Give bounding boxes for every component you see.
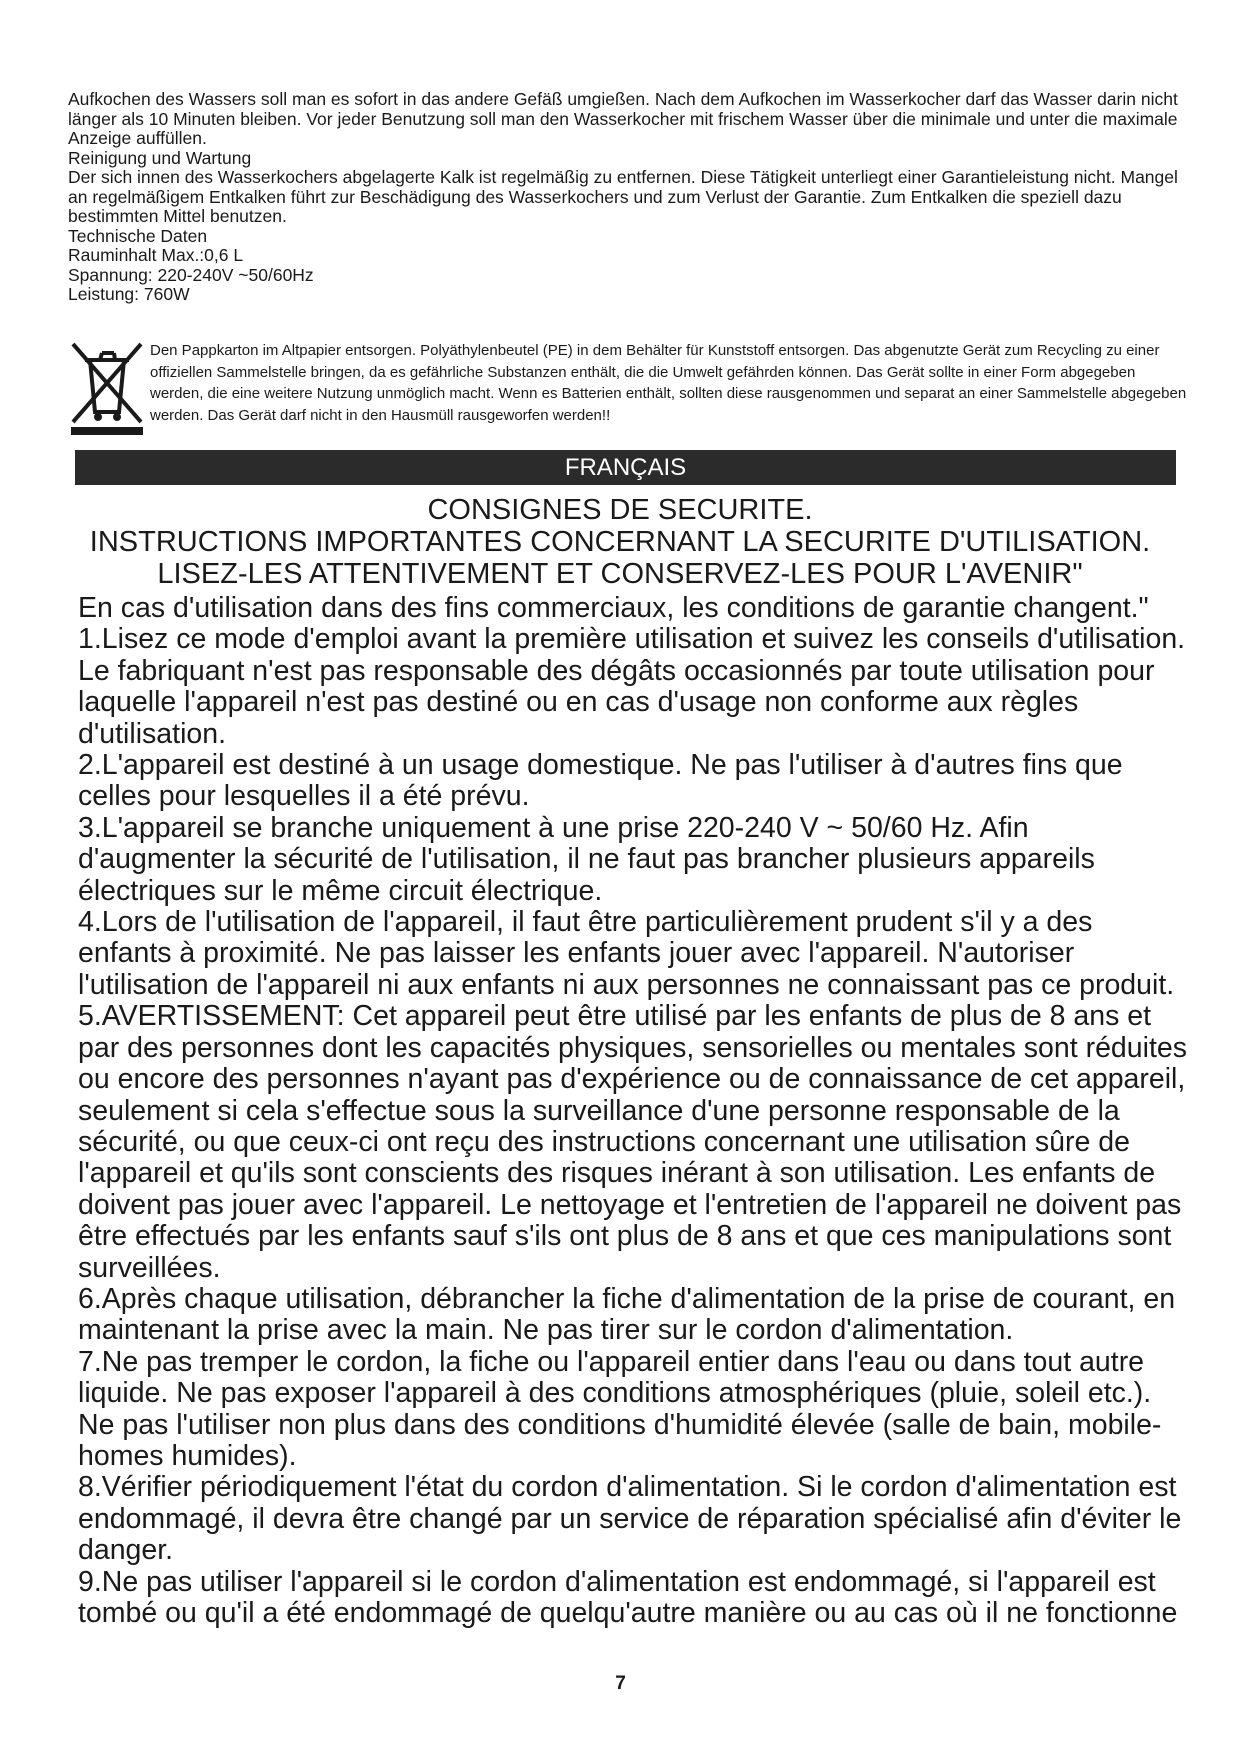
instruction-item-3: 3.L'appareil se branche uniquement à une prise 220-240 V ~ 50/60 Hz. Afin d'augmenter la sécurité de l'utilisation, il ne faut pas brancher plusieurs appareils électriques sur le même circuit électrique. [78,811,1095,907]
instruction-item-6: 6.Après chaque utilisation, débrancher la fiche d'alimentation de la prise de courant, en maintenant la prise avec la main. Ne pas tirer sur le cordon d'alimentation. [78,1282,1176,1347]
german-spec-capacity: Rauminhalt Max.:0,6 L [68,245,244,265]
instruction-item-5: 5.AVERTISSEMENT: Cet appareil peut être utilisé par les enfants de plus de 8 ans et par des personnes dont les capacités physiques, sensorielles ou mentales sont réduites ou encore des personnes n'ayant pas d'expérience ou de connaissance de cet appareil, seulement si cela s'effectue sous la surveillance d'une personne responsable de la sécurité, ou que ceux-ci ont reçu des instructions concernant une utilisation sûre de l'appareil et qu'ils sont conscients des risques inérant à son utilisation. Les enfants de doivent pas jouer avec l'appareil. Le nettoyage et l'entretien de l'appareil ne doivent pas être effectués par les enfants sauf s'ils ont plus de 8 ans et que ces manipulations sont surveillées. [78,1000,1187,1284]
french-heading-line: INSTRUCTIONS IMPORTANTES CONCERNANT LA SECURITE D'UTILISATION. [89,526,1151,558]
german-heading-cleaning: Reinigung und Wartung [68,147,252,168]
instruction-item-8: 8.Vérifier périodiquement l'état du cordon d'alimentation. Si le cordon d'alimentation est endommagé, il devra être changé par un service de réparation spécialisé afin d'éviter le danger. [78,1471,1182,1567]
german-heading-technical-data: Technische Daten [68,225,208,246]
disposal-text: Den Pappkarton im Altpapier entsorgen. Polyäthylenbeutel (PE) in dem Behälter für Kunststoff entsorgen. Das abgenutzte Gerät zum Recycling zu einer offiziellen Sammelstelle bringen, da es gefährliche Substanzen enthält, die die Umwelt gefährden können. Das Gerät sollte in einer Form abgegeben werden, die eine weitere Nutzung unmöglich macht. Wenn es Batterien enthält, sollten diese rausgenommen und separat an einer Sammelstelle abgegeben werden. Das Gerät darf nicht in den Hausmüll rausgeworfen werden!! [150,342,1187,424]
disposal-notice [68,338,1188,438]
french-heading-line: CONSIGNES DE SECURITE. [427,494,813,526]
french-safety-heading [60,494,1180,590]
instruction-item-9: 9.Ne pas utiliser l'appareil si le cordon d'alimentation est endommagé, si l'appareil est tombé ou qu'il a été endommagé de quelqu'autre manière ou au cas où il ne fonctionne [78,1565,1178,1629]
instruction-item-7: 7.Ne pas tremper le cordon, la fiche ou l'appareil entier dans l'eau ou dans tout autre liquide. Ne pas exposer l'appareil à des conditions atmosphériques (pluie, soleil etc.). Ne pas l'utiliser non plus dans des conditions d'humidité élevée (salle de bain, mobile-homes humides). [78,1345,1162,1472]
german-spec-power: Leistung: 760W [68,284,190,304]
instruction-item-4: 4.Lors de l'utilisation de l'appareil, il faut être particulièrement prudent s'il y a des enfants à proximité. Ne pas laisser les enfants jouer avec l'appareil. N'autoriser l'utilisation de l'appareil ni aux enfants ni aux personnes ne connaissant pas ce produit. [78,906,1175,1001]
german-paragraph: Der sich innen des Wasserkochers abgelagerte Kalk ist regelmäßig zu entfernen. Diese Tätigkeit unterliegt einer Garantieleistung nicht. Mangel an regelmäßigem Entkalken führt zur Beschädigung des Wasserkochers und zum Verlust der Garantie. Zum Entkalken die speziell dazu bestimmten Mittel benutzen. [68,167,1178,226]
german-section [68,90,1188,305]
language-section-bar: FRANÇAIS [75,450,1176,485]
french-heading-line: LISEZ-LES ATTENTIVEMENT ET CONSERVEZ-LES POUR L'AVENIR" [157,558,1083,590]
french-safety-instructions [78,593,1188,1629]
german-spec-voltage: Spannung: 220-240V ~50/60Hz [68,264,314,285]
instruction-item-2: 2.L'appareil est destiné à un usage domestique. Ne pas l'utiliser à d'autres fins que celles pour lesquelles il a été prévu. [78,749,1123,813]
page-number: 7 [615,1673,626,1694]
crossed-out-wheelie-bin-icon [68,338,146,436]
french-intro-paragraph: En cas d'utilisation dans des fins commerciaux, les conditions de garantie changent." [78,592,1149,624]
instruction-item-1: 1.Lisez ce mode d'emploi avant la première utilisation et suivez les conseils d'utilisation. Le fabriquant n'est pas responsable des dégâts occasionnés par toute utilisation pour laquelle l'appareil n'est pas destiné ou en cas d'usage non conforme aux règles d'utilisation. [78,623,1186,750]
german-paragraph: Aufkochen des Wassers soll man es sofort in das andere Gefäß umgießen. Nach dem Aufkochen im Wasserkocher darf das Wasser darin nicht länger als 10 Minuten bleiben. Vor jeder Benutzung soll man den Wasserkocher mit frischem Wasser über die minimale und unter die maximale Anzeige auffüllen. [68,89,1178,148]
